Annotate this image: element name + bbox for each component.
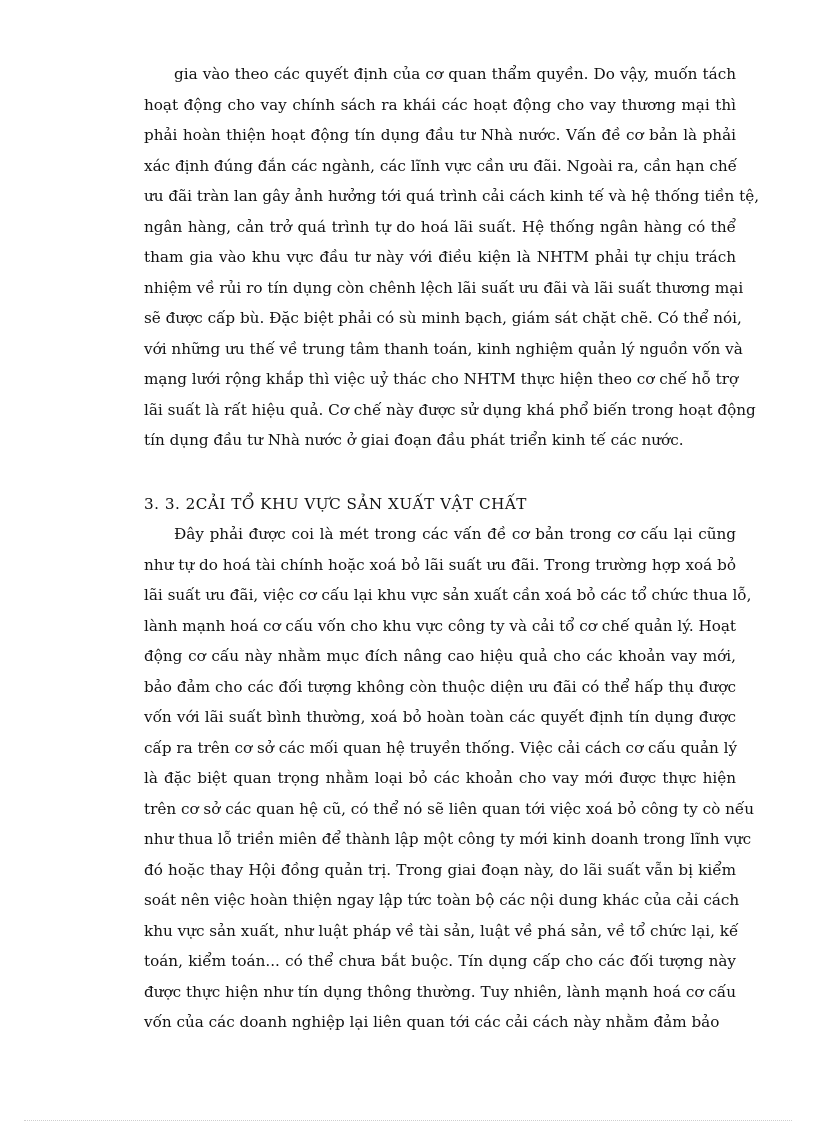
- paragraph-line: được thực hiện như tín dụng thông thường. Tuy nhiên, lành mạnh hoá cơ cấu: [144, 982, 736, 1001]
- paragraph-line: Đây phải được coi là mét trong các vấn đề cơ bản trong cơ cấu lại cũng: [174, 525, 736, 543]
- paragraph-line: mạng lưới rộng khắp thì việc uỷ thác cho NHTM thực hiện theo cơ chế hỗ trợ: [144, 370, 739, 388]
- paragraph-line: đó hoặc thay Hội đồng quản trị. Trong giai đoạn này, do lãi suất vẫn bị kiểm: [144, 860, 736, 879]
- paragraph-line: như thua lỗ triền miên để thành lập một công ty mới kinh doanh trong lĩnh vực: [144, 830, 752, 848]
- paragraph-line: trên cơ sở các quan hệ cũ, có thể nó sẽ liên quan tới việc xoá bỏ công ty cò nếu: [144, 799, 755, 818]
- paragraph-line: hoạt động cho vay chính sách ra khái các hoạt động cho vay thương mại thì: [144, 95, 736, 114]
- paragraph-line: lành mạnh hoá cơ cấu vốn cho khu vực công ty và cải tổ cơ chế quản lý. Hoạt: [144, 616, 737, 635]
- paragraph-line: nhiệm về rủi ro tín dụng còn chênh lệch lãi suất ưu đãi và lãi suất thương mại: [144, 278, 744, 297]
- paragraph-line: khu vực sản xuất, như luật pháp về tài sản, luật về phá sản, về tổ chức lại, kế: [144, 921, 739, 940]
- paragraph-line: ưu đãi tràn lan gây ảnh hưởng tới quá trình cải cách kinh tế và hệ thống tiền tệ,: [144, 187, 760, 205]
- page-bottom-border: [24, 1120, 792, 1121]
- paragraph-line: cấp ra trên cơ sở các mối quan hệ truyền thống. Việc cải cách cơ cấu quản lý: [144, 738, 738, 757]
- paragraph-line: xác định đúng đắn các ngành, các lĩnh vực cần ưu đãi. Ngoài ra, cần hạn chế: [144, 156, 737, 175]
- paragraph-line: vốn của các doanh nghiệp lại liên quan tới các cải cách này nhằm đảm bảo: [144, 1013, 720, 1031]
- paragraph-line: tham gia vào khu vực đầu tư này với điều kiện là NHTM phải tự chịu trách: [144, 248, 736, 266]
- paragraph-line: toán, kiểm toán... có thể chưa bắt buộc. Tín dụng cấp cho các đối tượng này: [144, 952, 736, 970]
- paragraph-line: là đặc biệt quan trọng nhằm loại bỏ các khoản cho vay mới được thực hiện: [144, 769, 736, 787]
- paragraph-line: bảo đảm cho các đối tượng không còn thuộc diện ưu đãi có thể hấp thụ được: [144, 677, 736, 696]
- paragraph-line: ngân hàng, cản trở quá trình tự do hoá lãi suất. Hệ thống ngân hàng có thể: [144, 217, 736, 236]
- paragraph-line: vốn với lãi suất bình thường, xoá bỏ hoàn toàn các quyết định tín dụng được: [144, 708, 736, 726]
- paragraph-line: như tự do hoá tài chính hoặc xoá bỏ lãi suất ưu đãi. Trong trường hợp xoá bỏ: [144, 555, 736, 574]
- section-heading: 3. 3. 2CẢI TỔ KHU VỰC SẢN XUẤT VẬT CHẤT: [144, 495, 527, 513]
- paragraph-line: tín dụng đầu tư Nhà nước ở giai đoạn đầu phát triển kinh tế các nước.: [144, 431, 684, 449]
- paragraph-line: gia vào theo các quyết định của cơ quan thẩm quyền. Do vậy, muốn tách: [174, 65, 736, 83]
- paragraph-line: lãi suất ưu đãi, việc cơ cấu lại khu vực sản xuất cần xoá bỏ các tổ chức thua lỗ,: [144, 586, 752, 604]
- paragraph-line: động cơ cấu này nhằm mục đích nâng cao hiệu quả cho các khoản vay mới,: [144, 647, 736, 665]
- paragraph-line: lãi suất là rất hiệu quả. Cơ chế này được sử dụng khá phổ biến trong hoạt động: [144, 400, 756, 419]
- paragraph-line: sẽ được cấp bù. Đặc biệt phải có sù minh bạch, giám sát chặt chẽ. Có thể nói,: [144, 309, 742, 327]
- paragraph-line: soát nên việc hoàn thiện ngay lập tức toàn bộ các nội dung khác của cải cách: [144, 891, 740, 909]
- paragraph-line: với những ưu thế về trung tâm thanh toán, kinh nghiệm quản lý nguồn vốn và: [144, 339, 743, 358]
- paragraph-line: phải hoàn thiện hoạt động tín dụng đầu tư Nhà nước. Vấn đề cơ bản là phải: [144, 126, 736, 144]
